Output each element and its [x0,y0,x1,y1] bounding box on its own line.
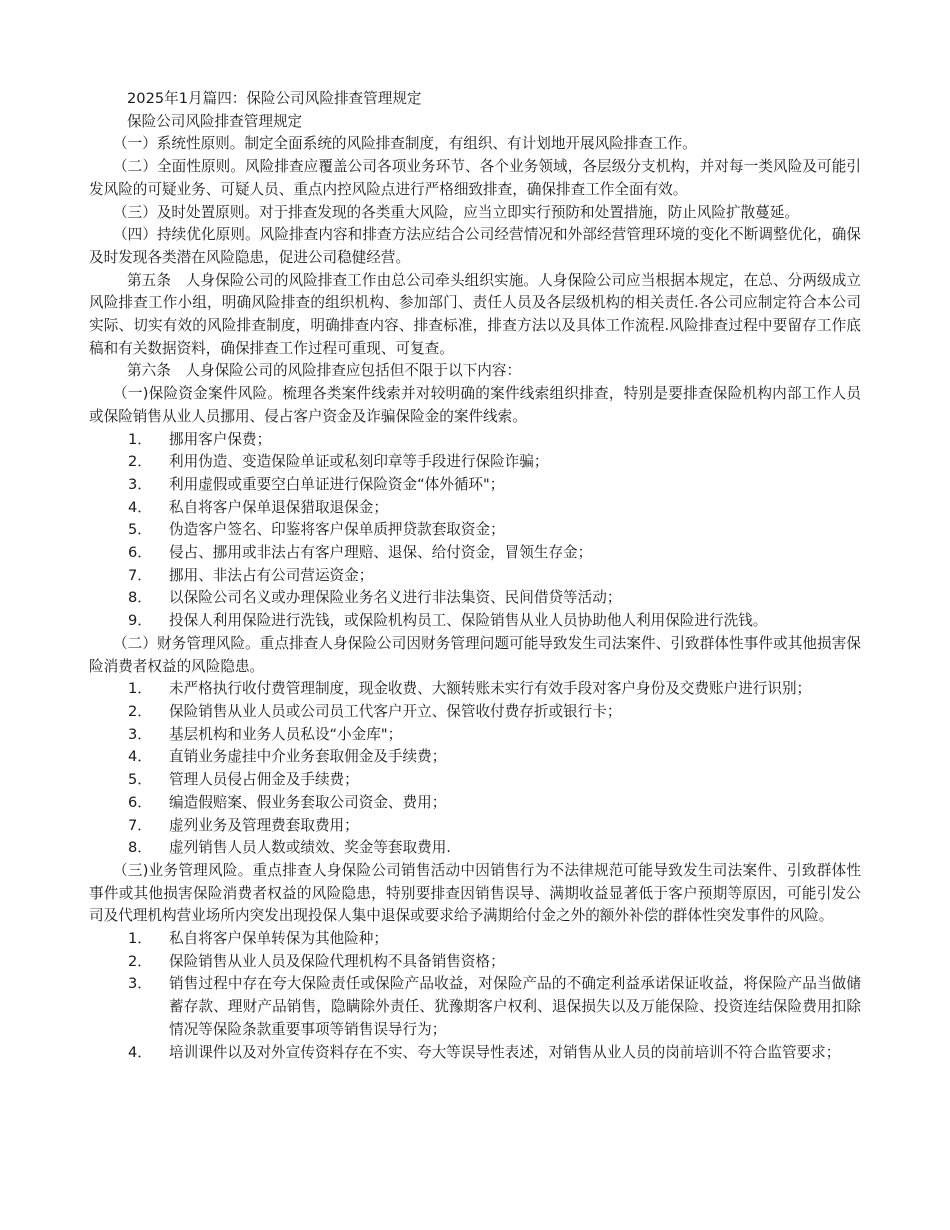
list-item-number: 7． [128,816,152,834]
list-item-number: 1． [128,930,152,948]
section-1-intro: （一)保险资金案件风险。梳理各类案件线索并对较明确的案件线索组织排查，特别是要排查保险机构内部工作人员或保险销售从业人员挪用、侵占客户资金及诈骗保险金的案件线索。 [89,385,861,425]
list-item-text: 管理人员侵占佣金及手续费； [169,771,359,789]
list-item [89,973,861,1041]
list-item [89,951,861,974]
list-item [89,724,861,747]
list-item [89,587,861,610]
list-item [89,701,861,724]
list-item-number: 6． [128,793,152,811]
list-item-text: 挪用、非法占有公司营运资金； [169,566,374,584]
list-item [89,928,861,951]
list-item-number: 4． [128,498,152,516]
list-item [89,769,861,792]
list-item-text: 基层机构和业务人员私设“小金库"； [169,725,403,743]
section-3-intro: （三)业务管理风险。重点排查人身保险公司销售活动中因销售行为不法律规范可能导致发生司法案件、引致群体性事件或其他损害保险消费者权益的风险隐患，特别要排查因销售误导、满期收益显著低于客户预期等原因，可能引发公司及代理机构营业场所内突发出现投保人集中退保或要求给予满期给付金之外的额外补偿的群体性突发事件的风险。 [89,861,861,925]
list-item-text: 虚列销售人员人数或绩效、奖金等套取费用. [169,839,451,857]
list-item-number: 6． [128,544,152,562]
list-item-number: 2． [128,702,152,720]
article-5: 第五条 人身保险公司的风险排查工作由总公司牵头组织实施。人身保险公司应当根据本规定，在总、分两级成立风险排查工作小组，明确风险排查的组织机构、参加部门、责任人员及各层级机构的相关责任.各公司应制定符合本公司实际、切实有效的风险排查制度，明确排查内容、排查标准，排查方法以及具体工作流程.风险排查过程中要留存工作底稿和有关数据资料，确保排查工作过程可重现、可复查。 [89,271,861,357]
list-item-text: 直销业务虚挂中介业务套取佣金及手续费； [169,748,447,766]
list-item-number: 2． [128,453,152,471]
list-item-number: 5． [128,521,152,539]
list-item-number: 7． [128,566,152,584]
list-item-number: 3． [128,475,152,493]
list-item [89,792,861,815]
list-item [89,565,861,588]
document-subheading: 保险公司风险排查管理规定 [127,112,303,130]
document-page [89,88,861,1064]
list-item [89,497,861,520]
list-item-text: 培训课件以及对外宣传资料存在不实、夸大等误导性表述，对销售从业人员的岗前培训不符合监管要求； [169,1043,841,1061]
list-item-number: 3． [128,725,152,743]
list-item-text: 伪造客户签名、印鉴将客户保单质押贷款套取资金； [169,521,505,539]
principle-comprehensive: （二）全面性原则。风险排查应覆盖公司各项业务环节、各个业务领域，各层级分支机构，并对每一类风险及可能引发风险的可疑业务、可疑人员、重点内控风险点进行严格细致排查，确保排查工作全面有效。 [89,158,861,198]
section-2-intro: （二）财务管理风险。重点排查人身保险公司因财务管理问题可能导致发生司法案件、引致群体性事件或其他损害保险消费者权益的风险隐患。 [89,634,861,675]
section-3-list [89,928,861,1064]
list-item-text: 未严格执行收付费管理制度，现金收费、大额转账未实行有效手段对客户身份及交费账户进行识别； [169,680,812,698]
list-item-number: 5． [128,771,152,789]
list-item-number: 4． [128,748,152,766]
list-item-text: 挪用客户保费； [169,430,272,448]
list-item-number: 1． [128,430,152,448]
list-item-number: 8． [128,839,152,857]
list-item-text: 以保险公司名义或办理保险业务名义进行非法集资、民间借贷等活动； [169,589,622,607]
list-item-text: 虚列业务及管理费套取费用； [169,816,359,834]
list-item-number: 3． [128,975,152,993]
list-item-number: 8． [128,589,152,607]
list-item [89,451,861,474]
principle-timely: （三）及时处置原则。对于排查发现的各类重大风险，应当立即实行预防和处置措施，防止风险扩散蔓延。 [113,203,799,221]
list-item-text: 保险销售从业人员及保险代理机构不具备销售资格； [169,952,505,970]
list-item [89,474,861,497]
list-item [89,610,861,633]
list-item-text: 利用伪造、变造保险单证或私刻印章等手段进行保险诈骗； [169,453,549,471]
list-item-number: 9． [128,612,152,630]
principle-systematic: （一）系统性原则。制定全面系统的风险排查制度，有组织、有计划地开展风险排查工作。 [113,135,697,153]
list-item-text: 利用虚假或重要空白单证进行保险资金“体外循环"； [169,475,505,493]
list-item [89,837,861,860]
principle-optimization: （四）持续优化原则。风险排查内容和排查方法应结合公司经营情况和外部经营管理环境的变化不断调整优化，确保及时发现各类潜在风险隐患，促进公司稳健经营。 [89,226,861,266]
list-item-text: 投保人利用保险进行洗钱，或保险机构员工、保险销售从业人员协助他人利用保险进行洗钱。 [169,612,768,630]
list-item-text: 保险销售从业人员或公司员工代客户开立、保管收付费存折或银行卡； [169,702,622,720]
section-1-list [89,429,861,633]
document-heading: 2025年1月篇四：保险公司风险排查管理规定 [127,90,422,107]
list-item [89,746,861,769]
list-item-text: 私自将客户保单转保为其他险种； [169,930,388,948]
list-item [89,815,861,838]
list-item [89,542,861,565]
list-item-number: 1． [128,680,152,698]
list-item-text: 销售过程中存在夸大保险责任或保险产品收益，对保险产品的不确定利益承诺保证收益，将保险产品当做储蓄存款、理财产品销售，隐瞒除外责任、犹豫期客户权利、退保损失以及万能保险、投资连结保险费用扣除情况等保险条款重要事项等销售误导行为； [169,975,861,1038]
list-item [89,678,861,701]
list-item [89,1042,861,1065]
list-item [89,519,861,542]
section-2-list [89,678,861,860]
list-item-number: 2． [128,952,152,970]
list-item-number: 4． [128,1043,152,1061]
list-item-text: 编造假赔案、假业务套取公司资金、费用； [169,793,447,811]
list-item-text: 私自将客户保单退保猎取退保金； [169,498,388,516]
list-item-text: 侵占、挪用或非法占有客户理赔、退保、给付资金，冒领生存金； [169,544,593,562]
list-item [89,429,861,452]
article-6: 第六条 人身保险公司的风险排查应包括但不限于以下内容： [127,362,522,380]
